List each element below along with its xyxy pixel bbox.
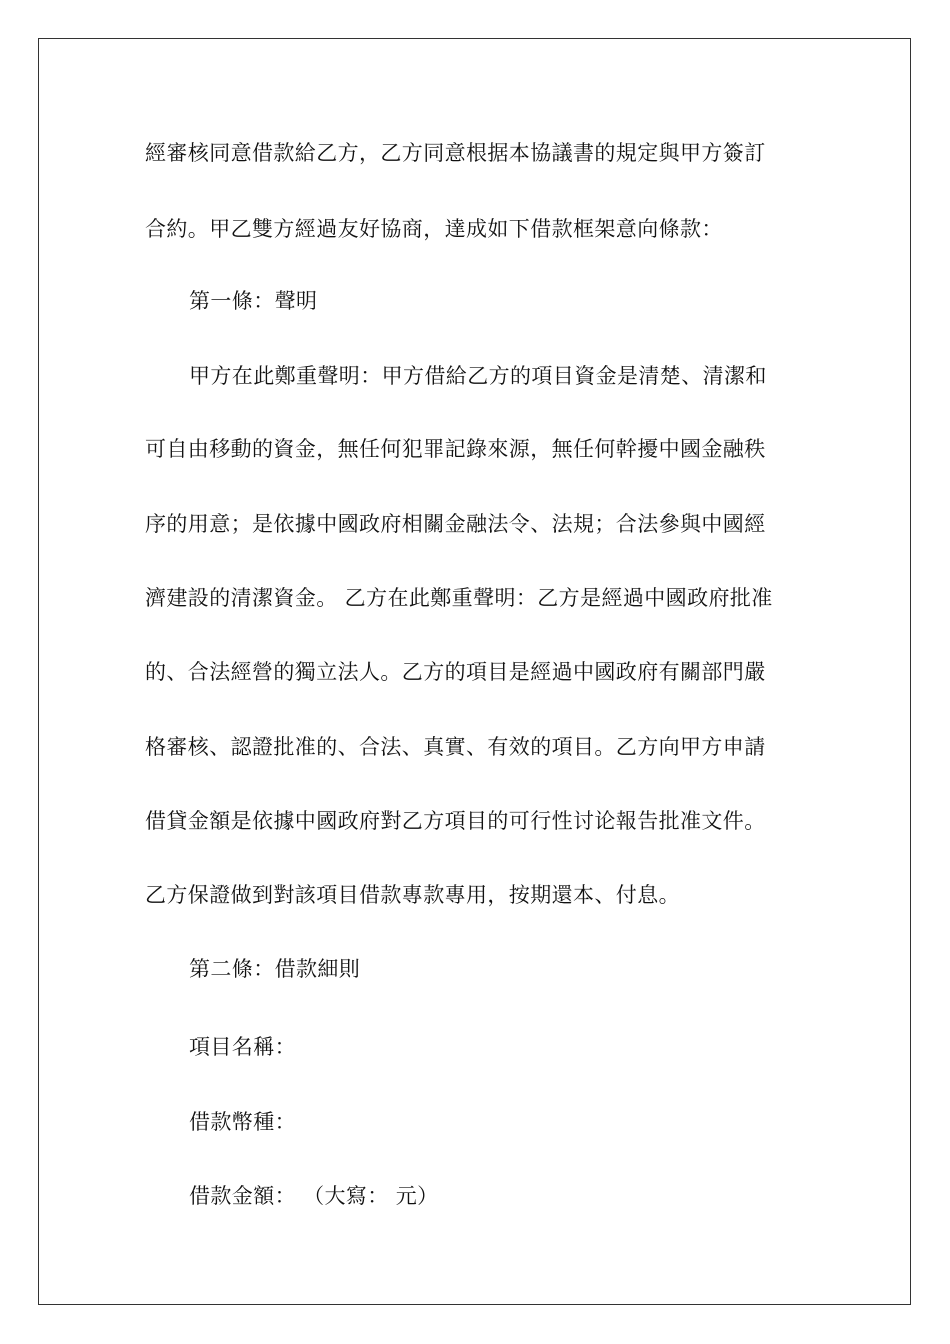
paragraph-line: 濟建設的清潔資金。 乙方在此鄭重聲明：乙方是經過中國政府批准 — [145, 586, 773, 610]
paragraph-line: 乙方保證做到對該項目借款專款專用，按期還本、付息。 — [145, 883, 680, 907]
section-heading: 第一條：聲明 — [189, 289, 318, 313]
paragraph-line: 序的用意；是依據中國政府相關金融法令、法規；合法參與中國經 — [145, 512, 766, 536]
paragraph-line: 經審核同意借款給乙方，乙方同意根据本協議書的規定與甲方簽訂 — [145, 141, 766, 165]
paragraph-line: 可自由移動的資金，無任何犯罪記錄來源，無任何幹擾中國金融秩 — [145, 437, 766, 461]
paragraph-line: 合約。甲乙雙方經過友好協商，達成如下借款框架意向條款： — [145, 217, 723, 241]
paragraph-line: 甲方在此鄭重聲明：甲方借給乙方的項目資金是清楚、清潔和 — [189, 364, 767, 388]
paragraph-line: 借貸金額是依據中國政府對乙方項目的可行性讨论報告批准文件。 — [145, 809, 766, 833]
paragraph-line: 的、合法經營的獨立法人。乙方的項目是經過中國政府有關部門嚴 — [145, 660, 766, 684]
paragraph-line: 格審核、認證批准的、合法、真實、有效的項目。乙方向甲方申請 — [145, 735, 766, 759]
section-heading: 第二條：借款細則 — [189, 957, 361, 981]
field-label-currency: 借款幣種： — [189, 1110, 296, 1134]
field-label-project-name: 項目名稱： — [189, 1035, 296, 1059]
field-label-amount: 借款金額： （大寫： 元） — [189, 1184, 439, 1208]
